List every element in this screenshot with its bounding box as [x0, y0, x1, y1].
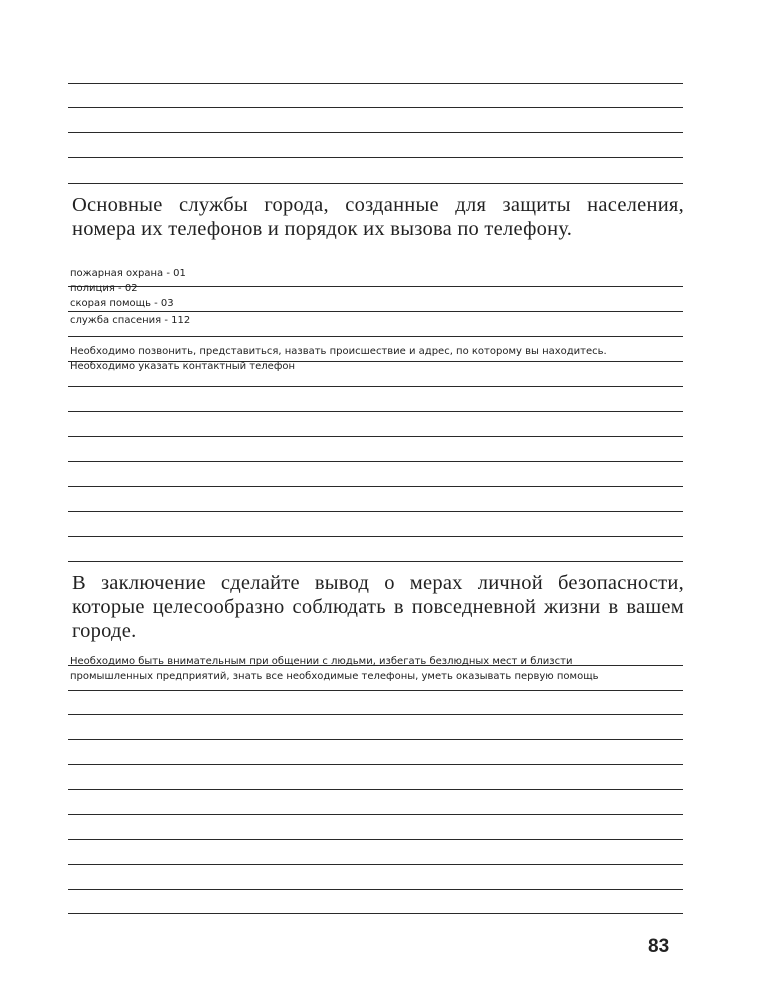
answer-line: полиция - 02: [70, 283, 138, 294]
writing-line: [68, 511, 683, 512]
writing-line: [68, 183, 683, 184]
answer-line: Необходимо указать контактный телефон: [70, 361, 296, 372]
writing-line: [68, 386, 683, 387]
writing-line: [68, 461, 683, 462]
answer-line: служба спасения - 112: [70, 315, 191, 326]
answer-line: скорая помощь - 03: [70, 298, 174, 309]
writing-line: [68, 665, 683, 666]
page-number: 83: [648, 936, 670, 957]
writing-line: [68, 864, 683, 865]
writing-line: [68, 789, 683, 790]
writing-line: [68, 889, 683, 890]
writing-line: [68, 913, 683, 914]
writing-line: [68, 107, 683, 108]
writing-line: [68, 336, 683, 337]
writing-line: [68, 690, 683, 691]
writing-line: [68, 561, 683, 562]
services-heading: Основные службы города, созданные для защиты населения, номера их телефонов и порядок их вызова по телефону.: [72, 194, 684, 240]
writing-line: [68, 839, 683, 840]
writing-line: [68, 157, 683, 158]
writing-line: [68, 536, 683, 537]
writing-line: [68, 311, 683, 312]
writing-line: [68, 764, 683, 765]
writing-line: [68, 411, 683, 412]
writing-line: [68, 739, 683, 740]
conclusion-heading: В заключение сделайте вывод о мерах личной безопасности, которые целесообразно соблюдать в повседневной жизни в вашем городе.: [72, 572, 684, 642]
answer-line: Необходимо позвонить, представиться, назвать происшествие и адрес, по которому вы находитесь.: [70, 346, 607, 357]
answer-line: пожарная охрана - 01: [70, 268, 186, 279]
writing-line: [68, 286, 683, 287]
answer-line: Необходимо быть внимательным при общении с людьми, избегать безлюдных мест и близсти: [70, 656, 573, 667]
writing-line: [68, 132, 683, 133]
writing-line: [68, 814, 683, 815]
answer-line: промышленных предприятий, знать все необходимые телефоны, уметь оказывать первую помощь: [70, 671, 599, 682]
writing-line: [68, 83, 683, 84]
writing-line: [68, 436, 683, 437]
writing-line: [68, 714, 683, 715]
writing-line: [68, 486, 683, 487]
